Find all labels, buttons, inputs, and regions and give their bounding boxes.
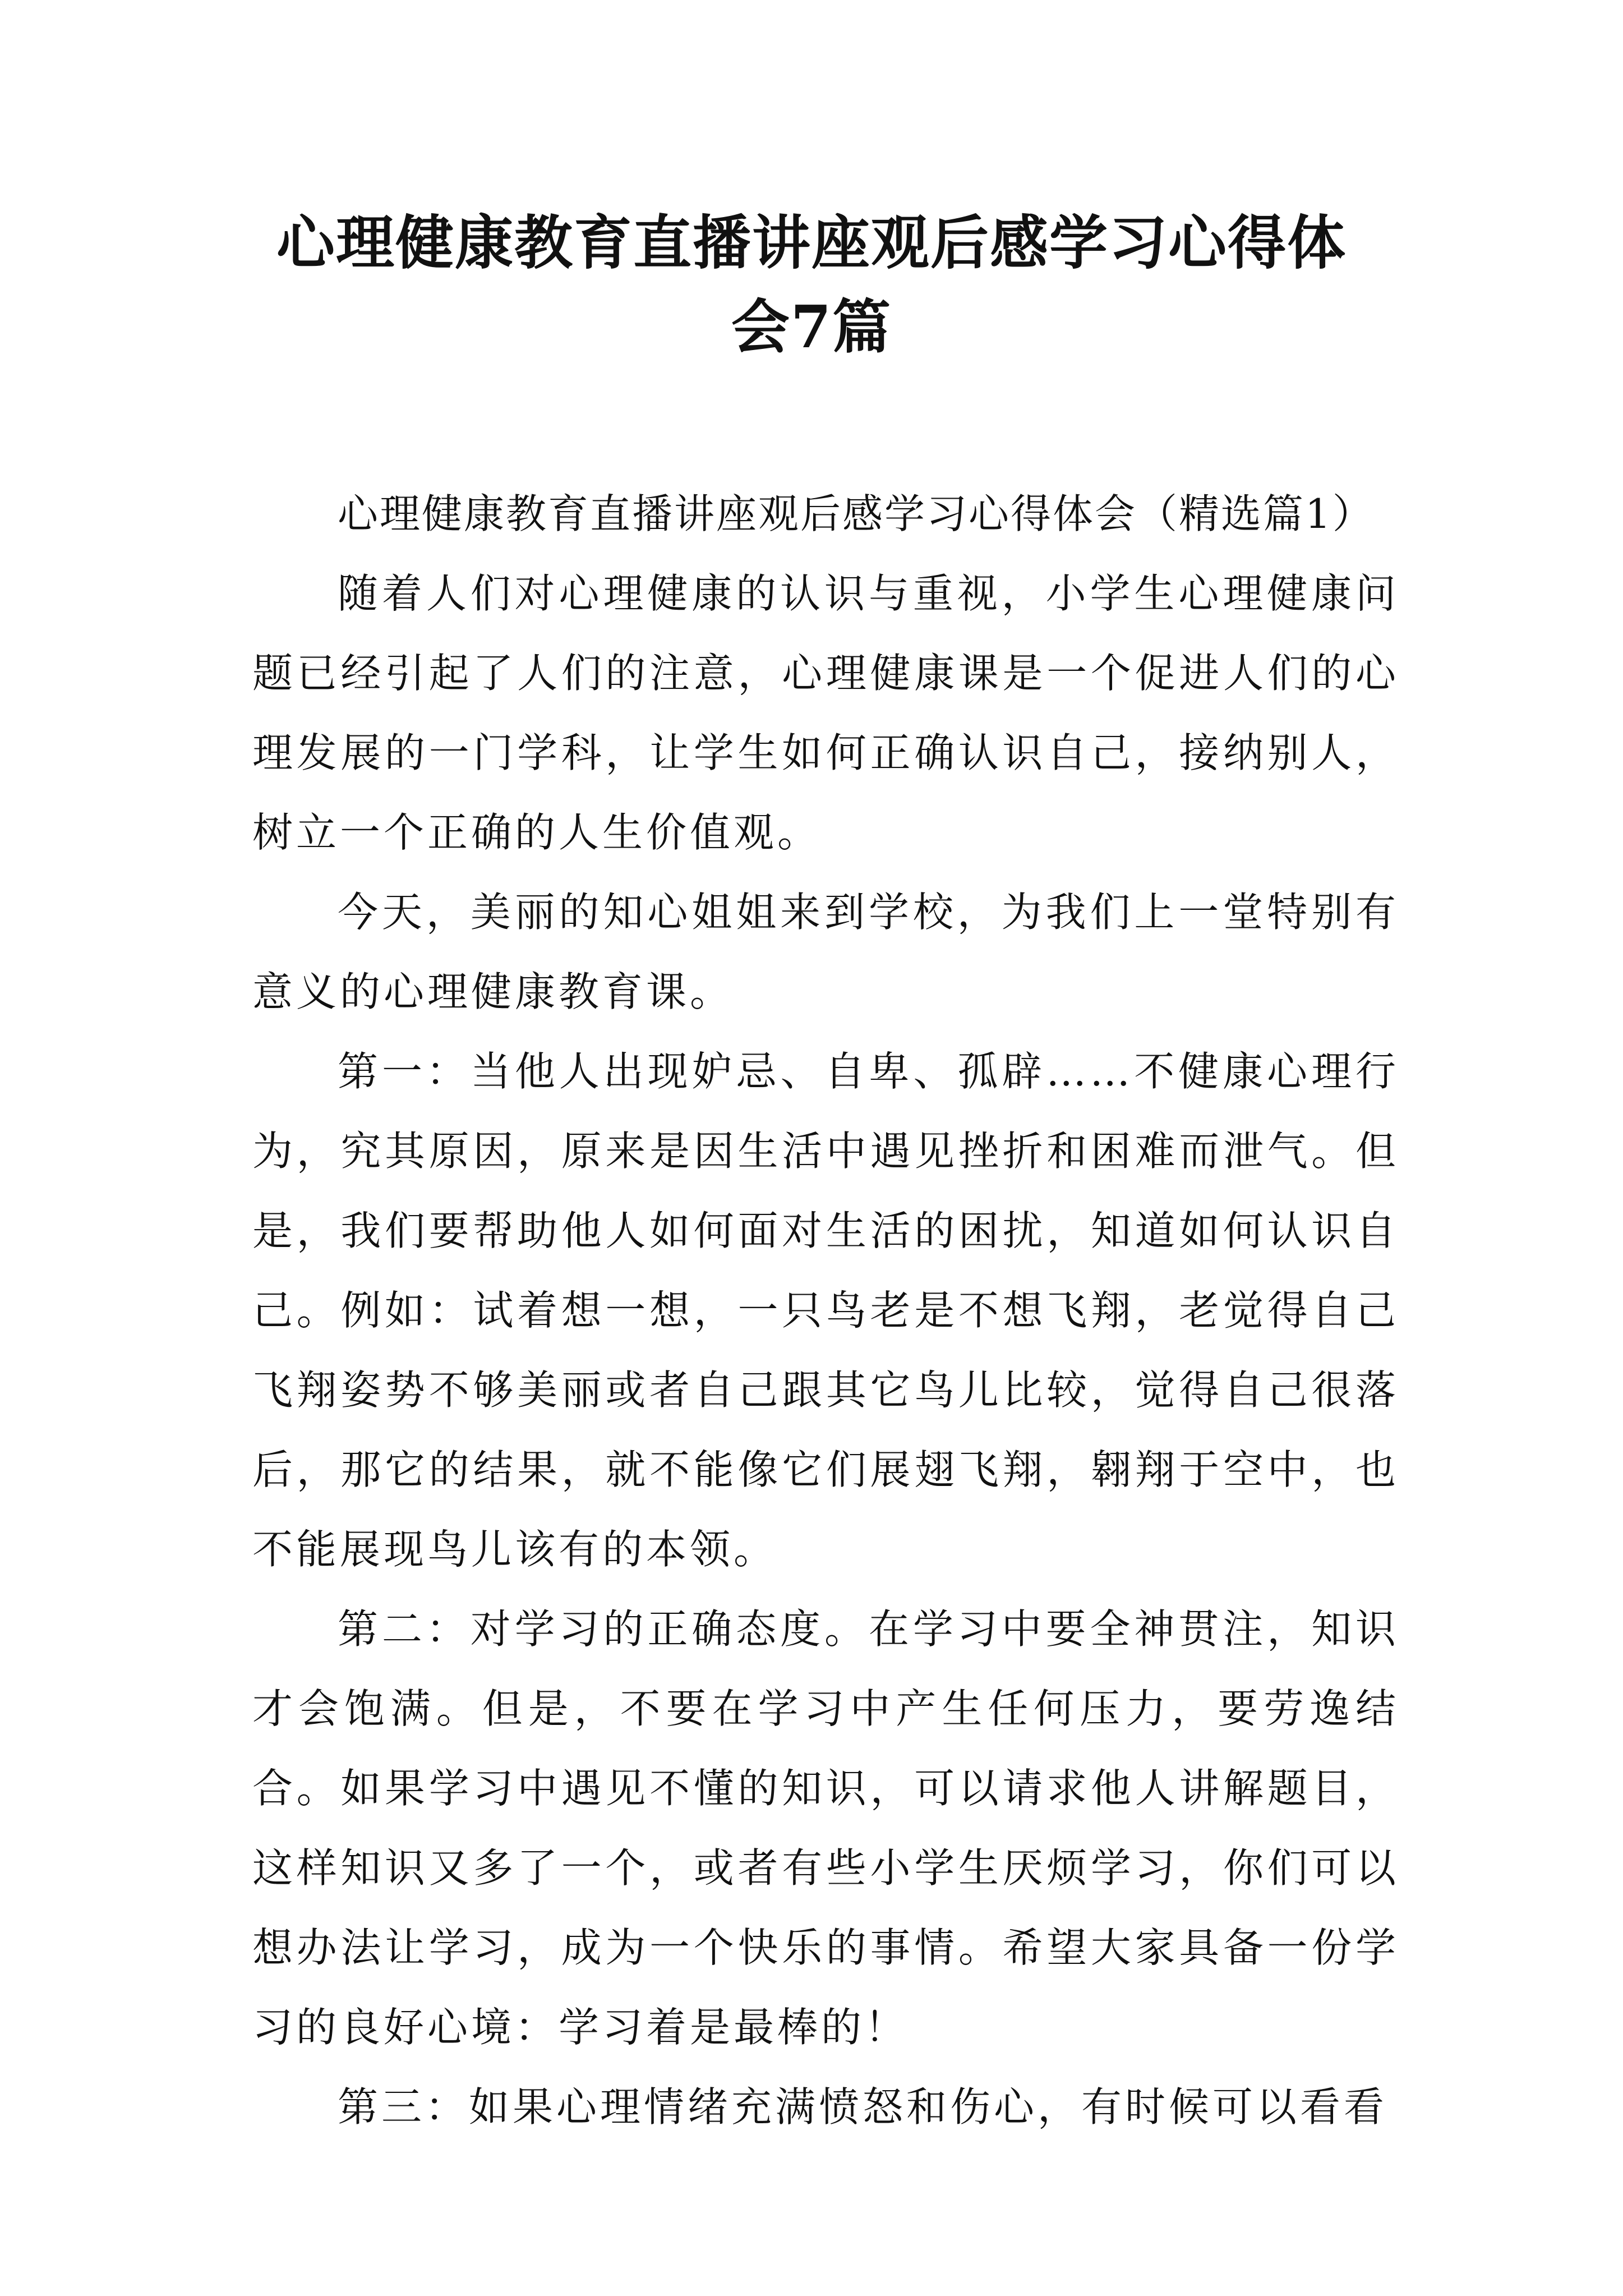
body-paragraph: 随着人们对心理健康的认识与重视，小学生心理健康问题已经引起了人们的注意，心理健康课是一个促进人们的心理发展的一门学科，让学生如何正确认识自己，接纳别人，树立一个正确的人生价值观。 (252, 570, 1399, 856)
title-line-2: 会7篇 (731, 292, 892, 361)
title-line-1: 心理健康教育直播讲座观后感学习心得体 (276, 208, 1347, 277)
document-title (168, 201, 1455, 369)
body-paragraph: 第三：如果心理情绪充满愤怒和伤心，有时候可以看看 (338, 2083, 1388, 2131)
body-paragraph: 今天，美丽的知心姐姐来到学校，为我们上一堂特别有意义的心理健康教育课。 (252, 889, 1399, 1015)
body-paragraph: 第一：当他人出现妒忌、自卑、孤辟……不健康心理行为，究其原因，原来是因生活中遇见挫折和困难而泄气。但是，我们要帮助他人如何面对生活的困扰，知道如何认识自己。例如：试着想一想，一只鸟老是不想飞翔，老觉得自己飞翔姿势不够美丽或者自己跟其它鸟儿比较，觉得自己很落后，那它的结果，就不能像它们展翅飞翔，翱翔于空中，也不能展现鸟儿该有的本领。 (252, 1048, 1399, 1573)
document-body (252, 474, 1399, 2147)
body-paragraph: 第二：对学习的正确态度。在学习中要全神贯注，知识才会饱满。但是，不要在学习中产生任何压力，要劳逸结合。如果学习中遇见不懂的知识，可以请求他人讲解题目，这样知识又多了一个，或者有些小学生厌烦学习，你们可以想办法让学习，成为一个快乐的事情。希望大家具备一份学习的良好心境：学习着是最棒的！ (252, 1605, 1399, 2051)
section-heading: 心理健康教育直播讲座观后感学习心得体会（精选篇1） (338, 490, 1375, 537)
